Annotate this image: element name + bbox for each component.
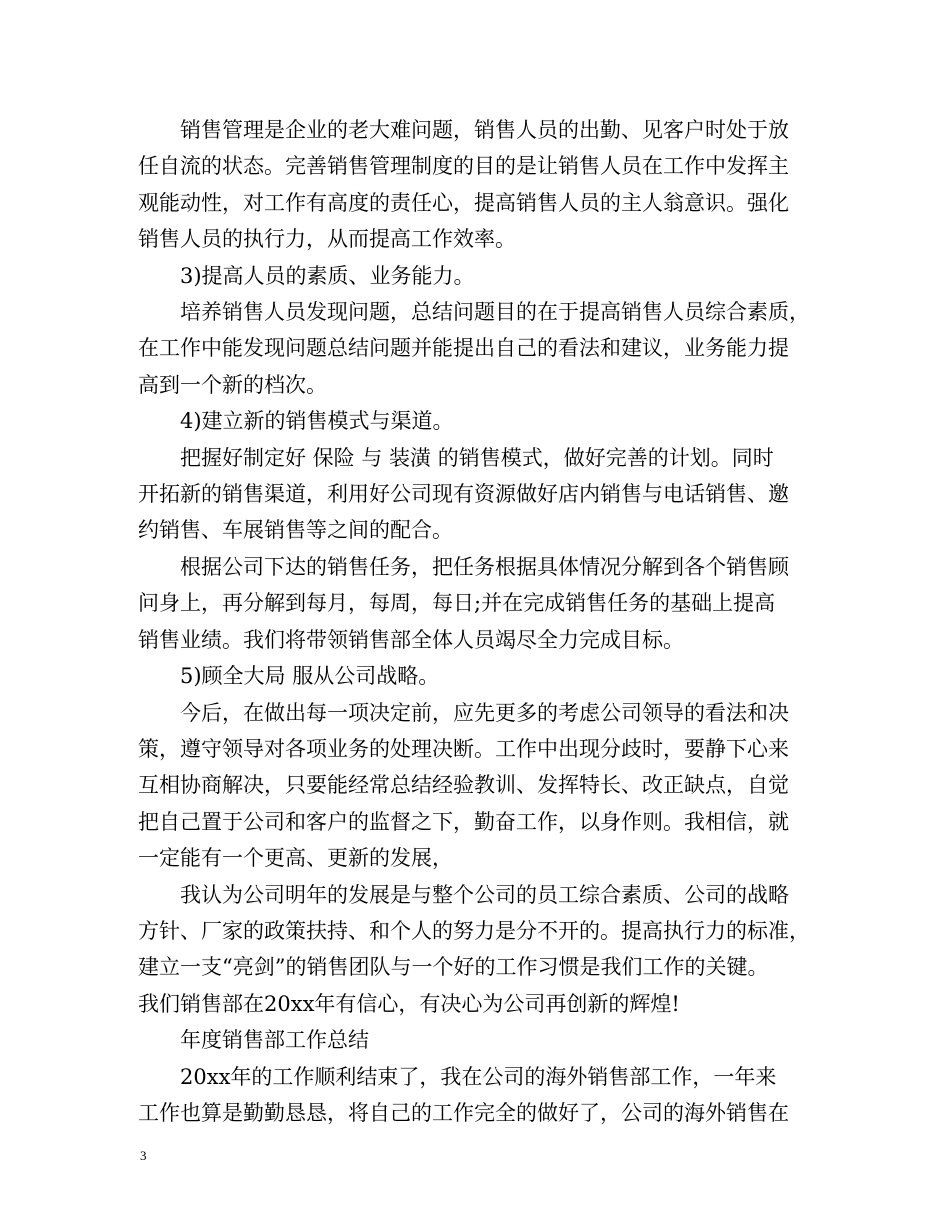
text-line: 20xx年的工作顺利结束了，我在公司的海外销售部工作，一年来 <box>180 1064 777 1089</box>
section-heading: 5)顾全大局 服从公司战略。 <box>180 664 440 689</box>
text-line: 问身上，再分解到每月，每周，每日;并在完成销售任务的基础上提高 <box>138 591 776 616</box>
text-line: 在工作中能发现问题总结问题并能提出自己的看法和建议，业务能力提 <box>138 336 789 361</box>
text-line: 我们销售部在20xx年有信心，有决心为公司再创新的辉煌! <box>138 991 680 1016</box>
text-line: 开拓新的销售渠道，利用好公司现有资源做好店内销售与电话销售、邀 <box>138 482 789 507</box>
text-line: 培养销售人员发现问题，总结问题目的在于提高销售人员综合素质， <box>180 300 810 325</box>
text-line: 把握好制定好 保险 与 装潢 的销售模式，做好完善的计划。同时 <box>180 445 774 470</box>
text-line: 任自流的状态。完善销售管理制度的目的是让销售人员在工作中发挥主 <box>138 154 789 179</box>
text-line: 销售管理是企业的老大难问题，销售人员的出勤、见客户时处于放 <box>180 118 789 142</box>
text-line: 把自己置于公司和客户的监督之下，勤奋工作，以身作则。我相信，就 <box>138 809 789 834</box>
text-line: 建立一支“亮剑”的销售团队与一个好的工作习惯是我们工作的关键。 <box>138 955 769 980</box>
text-line: 高到一个新的档次。 <box>138 372 327 397</box>
section-heading: 3)提高人员的素质、业务能力。 <box>180 263 475 288</box>
text-line: 策，遵守领导对各项业务的处理决断。工作中出现分歧时，要静下心来 <box>138 736 789 761</box>
page-number: 3 <box>140 1148 147 1163</box>
text-line: 方针、厂家的政策扶持、和个人的努力是分不开的。提高执行力的标准， <box>138 918 810 943</box>
text-line: 销售人员的执行力，从而提高工作效率。 <box>138 227 516 252</box>
section-heading: 4)建立新的销售模式与渠道。 <box>180 409 454 434</box>
text-line: 一定能有一个更高、更新的发展， <box>138 846 453 871</box>
text-line: 我认为公司明年的发展是与整个公司的员工综合素质、公司的战略 <box>180 882 789 907</box>
document-body <box>138 112 820 1131</box>
text-line: 互相协商解决，只要能经常总结经验教训、发挥特长、改正缺点，自觉 <box>138 773 789 798</box>
text-line: 根据公司下达的销售任务，把任务根据具体情况分解到各个销售顾 <box>180 554 789 579</box>
text-line: 约销售、车展销售等之间的配合。 <box>138 518 453 543</box>
text-line: 工作也算是勤勤恳恳，将自己的工作完全的做好了，公司的海外销售在 <box>138 1100 789 1125</box>
text-line: 销售业绩。我们将带领销售部全体人员竭尽全力完成目标。 <box>138 627 684 652</box>
text-line: 今后，在做出每一项决定前，应先更多的考虑公司领导的看法和决 <box>180 700 789 725</box>
section-heading: 年度销售部工作总结 <box>180 1028 369 1053</box>
text-line: 观能动性，对工作有高度的责任心，提高销售人员的主人翁意识。强化 <box>138 190 789 215</box>
